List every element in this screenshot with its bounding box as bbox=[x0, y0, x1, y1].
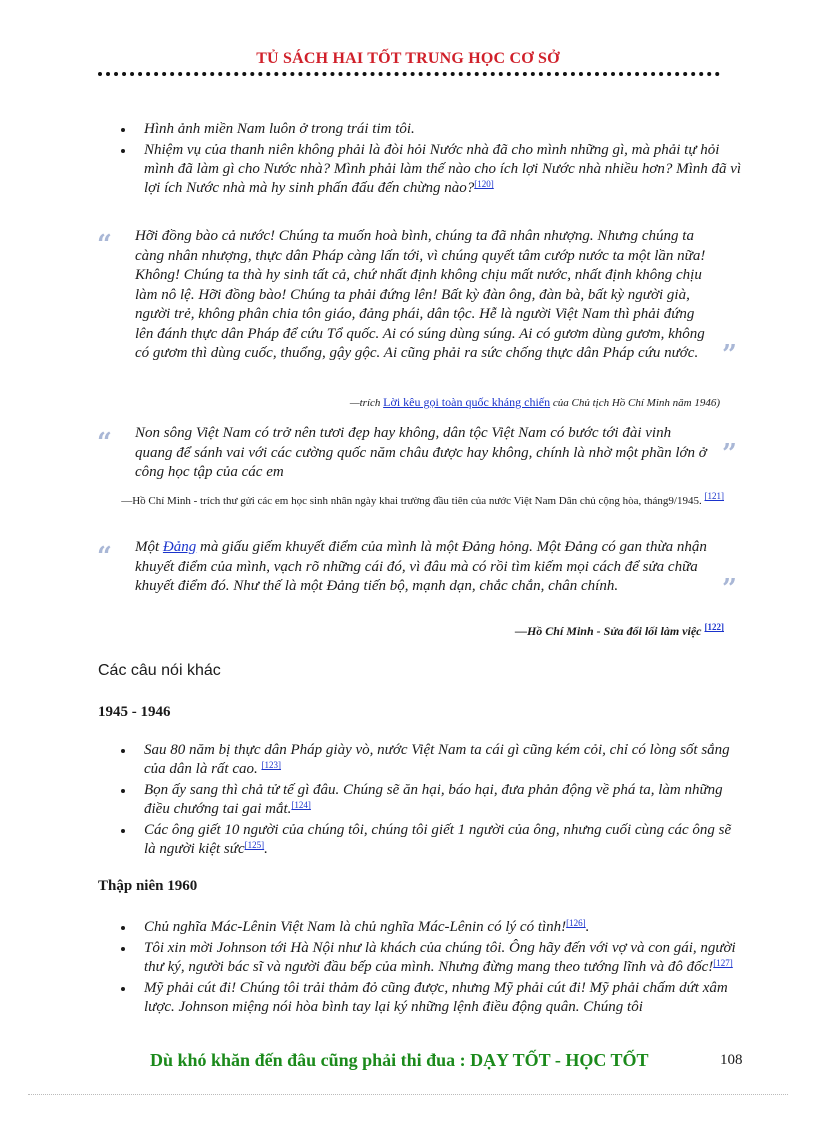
list-item-text: Nhiệm vụ của thanh niên không phải là đòi hỏi Nước nhà đã cho mình những gì, mà phải tự hỏi mình đã làm gì cho Nước nhà? Mình phải làm thế nào cho ích lợi Nước nhà nhiều hơn? Mình đã vì lợi ích Nước nhà mà hy sinh phấn đấu đến chừng nào? bbox=[144, 142, 742, 196]
quote-1-text: Hỡi đồng bào cả nước! Chúng ta muốn hoà bình, chúng ta đã nhân nhượng. Nhưng chúng ta càng nhân nhượng, thực dân Pháp càng lấn tới, vì chúng quyết tâm cướp nước ta một lần nữa! Không! Chúng ta thà hy sinh tất cả, chứ nhất định không chịu mất nước, nhất định không chịu làm nô lệ. Hỡi đồng bào! Chúng ta phải đứng lên! Bất kỳ đàn ông, đàn bà, bất kỳ người già, người trẻ, không phân chia tôn giáo, đảng phái, dân tộc. Hễ là người Việt Nam thì phải đứng lên đánh thực dân Pháp để cứu Tổ quốc. Ai có súng dùng súng. Ai có gươm dùng gươm, không có gươm thì dùng cuốc, thuổng, gậy gộc. Ai cũng phải ra sức chống thực dân Pháp cứu nước. bbox=[135, 228, 706, 361]
open-quote-icon: “ bbox=[97, 230, 112, 260]
list-item-text: Các ông giết 10 người của chúng tôi, chúng tôi giết 1 người của ông, nhưng cuối cùng các ông sẽ là người kiệt sức bbox=[144, 822, 732, 857]
list-item bbox=[118, 939, 743, 977]
list-item-text: Tôi xin mời Johnson tới Hà Nội như là khách của chúng tôi. Ông hãy đến với vợ và con gái, người thư ký, người bác sĩ và người đầu bếp của mình. Nhưng đừng mang theo tướng lĩnh và đô đốc! bbox=[144, 940, 736, 975]
list-1960s bbox=[118, 918, 743, 1019]
list-item-text: Sau 80 năm bị thực dân Pháp giày vò, nước Việt Nam ta cái gì cũng kém cỏi, chỉ có lòng sốt sắng của dân là rất cao. bbox=[144, 742, 730, 777]
citation-link[interactable]: [127] bbox=[713, 958, 733, 968]
footer-divider bbox=[28, 1094, 788, 1095]
list-item bbox=[118, 979, 743, 1017]
quote-2-attribution bbox=[88, 491, 724, 508]
quote-3-text-after: mà giấu giếm khuyết điểm của mình là một Đảng hỏng. Một Đảng có gan thừa nhận khuyết điểm của mình, vạch rõ những cái đó, vì đâu mà có rồi tìm kiếm mọi cách để sửa chữa khuyết điểm đó. Như thế là một Đảng tiến bộ, mạnh dạn, chắc chắn, chân chính. bbox=[135, 539, 707, 594]
list-item bbox=[118, 918, 743, 937]
list-item bbox=[118, 821, 743, 859]
list-item bbox=[118, 781, 743, 819]
list-1945 bbox=[118, 741, 743, 861]
citation-link[interactable]: [125] bbox=[244, 840, 265, 850]
quote-3-text bbox=[135, 538, 710, 597]
speech-link[interactable]: Lời kêu gọi toàn quốc kháng chiến bbox=[383, 395, 551, 409]
list-item-text: Bọn ấy sang thì chả tử tế gì đâu. Chúng sẽ ăn hại, báo hại, đưa phản động về phá ta, làm những điều chướng tai gai mắt. bbox=[144, 782, 723, 817]
close-quote-icon: ” bbox=[722, 340, 737, 370]
open-quote-icon: “ bbox=[97, 428, 112, 458]
citation-link[interactable]: [123] bbox=[261, 760, 281, 770]
subsection-heading-1960s: Thập niên 1960 bbox=[98, 878, 198, 894]
header-title: TỦ SÁCH HAI TỐT TRUNG HỌC CƠ SỞ bbox=[256, 50, 560, 67]
subsection-heading-1945: 1945 - 1946 bbox=[98, 704, 171, 720]
citation-link[interactable]: [120] bbox=[474, 179, 494, 189]
close-quote-icon: ” bbox=[722, 574, 737, 604]
attribution-prefix: —trích bbox=[349, 397, 384, 409]
citation-link[interactable]: [122] bbox=[704, 622, 724, 632]
section-heading: Các câu nói khác bbox=[98, 662, 221, 679]
list-item bbox=[118, 120, 743, 139]
list-item bbox=[118, 141, 743, 198]
list-item-text: Chủ nghĩa Mác-Lênin Việt Nam là chủ nghĩa Mác-Lênin có lý có tình! bbox=[144, 919, 567, 935]
list-item-text: Hình ảnh miền Nam luôn ở trong trái tim tôi. bbox=[144, 121, 415, 137]
party-link[interactable]: Đảng bbox=[162, 539, 197, 555]
page-number: 108 bbox=[720, 1052, 743, 1068]
list-item-tail: . bbox=[264, 841, 268, 857]
quote-3-text-before: Một bbox=[135, 539, 163, 555]
close-quote-icon: ” bbox=[722, 439, 737, 469]
citation-link[interactable]: [126] bbox=[566, 918, 586, 928]
quote-3-attribution bbox=[400, 624, 724, 639]
attribution-text: —Hồ Chí Minh - trích thư gửi các em học sinh nhân ngày khai trường đầu tiên của nước Việt Nam Dân chủ cộng hòa, tháng9/1945. bbox=[121, 495, 702, 507]
quote-1-attribution bbox=[280, 395, 720, 410]
footer-motto: Dù khó khăn đến đâu cũng phải thi đua : DẠY TỐT - HỌC TỐT bbox=[150, 1050, 649, 1070]
citation-link[interactable]: [121] bbox=[704, 491, 724, 501]
list-item bbox=[118, 741, 743, 779]
list-item-tail: . bbox=[585, 919, 590, 935]
attribution-suffix: của Chủ tịch Hồ Chí Minh năm 1946) bbox=[550, 397, 720, 409]
quote-2-text: Non sông Việt Nam có trở nên tươi đẹp hay không, dân tộc Việt Nam có bước tới đài vinh quang để sánh vai với các cường quốc năm châu được hay không, chính là nhờ một phần lớn ở công học tập của các em bbox=[135, 425, 707, 480]
open-quote-icon: “ bbox=[97, 542, 112, 572]
list-item-text: Mỹ phải cút đi! Chúng tôi trải thảm đỏ cũng được, nhưng Mỹ phải cút đi! Mỹ phải chấm dứt xâm lược. Johnson miệng nói hòa bình tay lại ký những lệnh điều động quân. Chúng tôi bbox=[144, 980, 728, 1015]
header-divider bbox=[98, 72, 720, 76]
attribution-text: —Hồ Chí Minh - Sửa đổi lối làm việc bbox=[514, 624, 702, 638]
citation-link[interactable]: [124] bbox=[291, 800, 311, 810]
top-bullet-list bbox=[118, 120, 743, 200]
